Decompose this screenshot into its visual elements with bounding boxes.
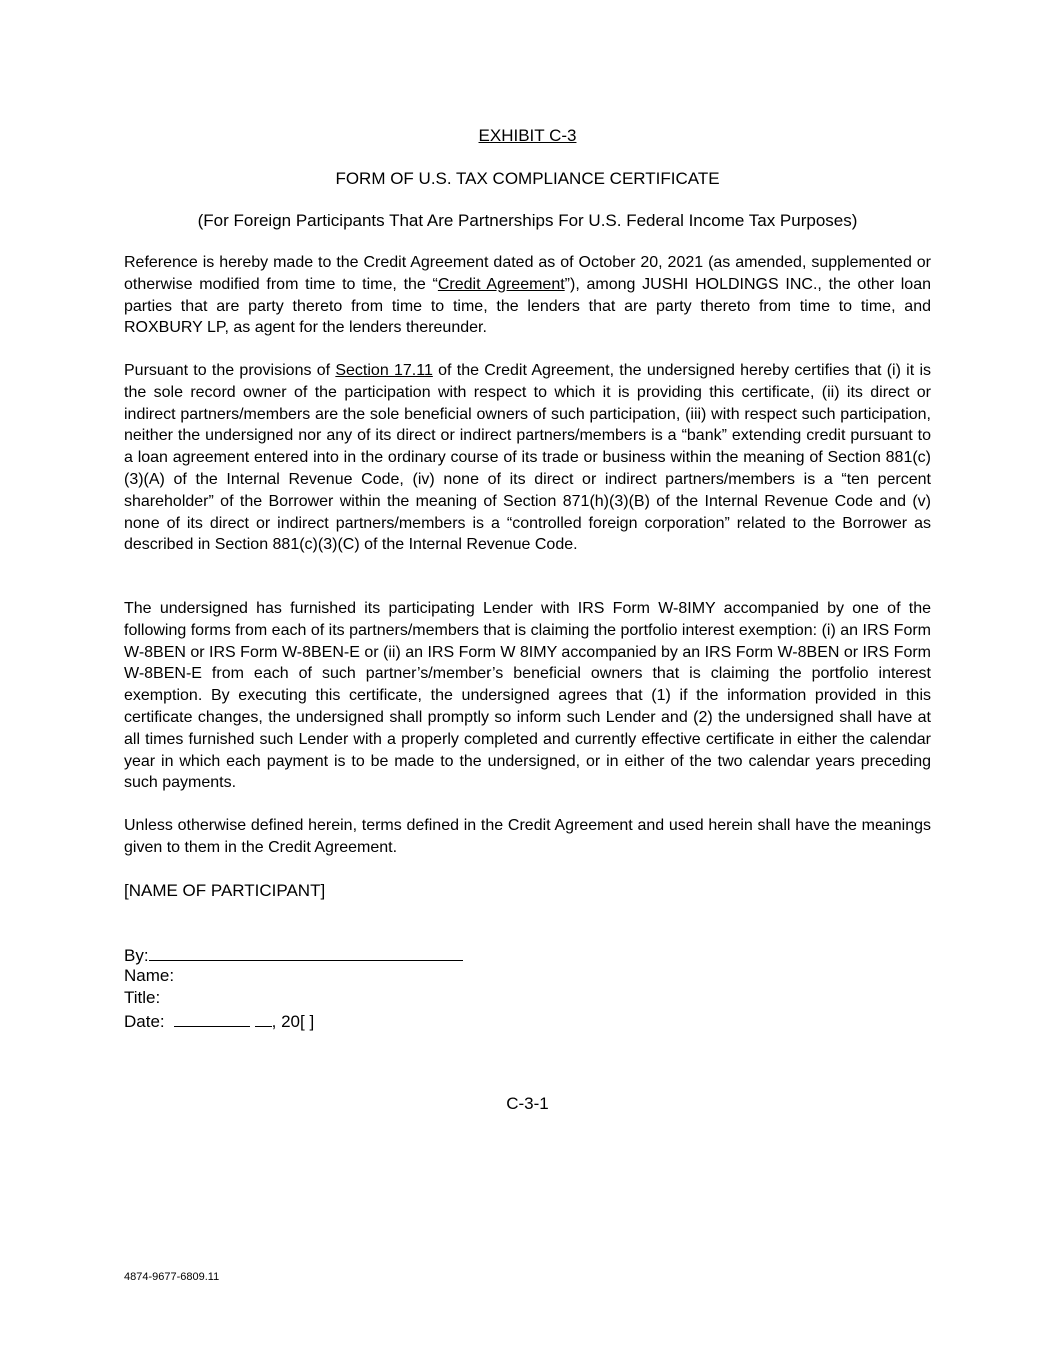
date-year: , 20[ ] bbox=[271, 1012, 315, 1031]
forms-paragraph: The undersigned has furnished its participating Lender with IRS Form W-8IMY accompanied by one of the following forms from each of its partners/members that is claiming the portfolio interest exemption: (i) an IRS Form W-8BEN or IRS Form W-8BEN-E or (ii) an IRS Form W 8IMY accompanied by an IRS Form W-8BEN or IRS Form W-8BEN-E from each of such partner’s/member’s beneficial owners that is claiming the portfolio interest exemption. By executing this certificate, the undersigned agrees that (1) if the information provided in this certificate changes, the undersigned shall promptly so inform such Lender and (2) the undersigned shall have at all times furnished such Lender with a properly completed and currently effective certificate in either the calendar year in which each payment is to be made to the undersigned, or in either of the two calendar years preceding such payments. bbox=[124, 600, 931, 792]
signature-by-line bbox=[124, 943, 463, 967]
reference-paragraph bbox=[124, 252, 931, 339]
certification-paragraph bbox=[124, 360, 931, 556]
definitions-paragraph: Unless otherwise defined herein, terms defined in the Credit Agreement and used herein shall have the meanings given to them in the Credit Agreement. bbox=[124, 817, 931, 856]
document-id: 4874-9677-6809.11 bbox=[124, 1271, 220, 1283]
signature-blank bbox=[149, 943, 463, 961]
form-subtitle: (For Foreign Participants That Are Partnerships For U.S. Federal Income Tax Purposes) bbox=[197, 211, 858, 230]
title-label: Title: bbox=[124, 988, 161, 1007]
participant-name-placeholder: [NAME OF PARTICIPANT] bbox=[124, 881, 326, 900]
credit-agreement-term: Credit Agreement bbox=[437, 275, 565, 293]
section-reference: Section 17.11 bbox=[335, 362, 433, 379]
date-day-blank bbox=[255, 1009, 272, 1027]
by-label: By: bbox=[124, 946, 149, 965]
date-label: Date: bbox=[124, 1012, 165, 1031]
form-title: FORM OF U.S. TAX COMPLIANCE CERTIFICATE bbox=[335, 169, 720, 188]
page-number: C-3-1 bbox=[506, 1094, 549, 1113]
reference-text-before: Reference is hereby made to the Credit Agreement dated as of October 20, 2021 (as amended, supplemented or otherwise modified from time to time, the “ bbox=[124, 254, 931, 293]
date-line bbox=[124, 1009, 314, 1033]
certification-text-after: of the Credit Agreement, the undersigned hereby certifies that (i) it is the sole record owner of the participation with respect to which it is providing this certificate, (ii) its direct or indirect partners/members are the sole beneficial owners of such participation, (iii) with respect such participation, neither the undersigned nor any of its direct or indirect partners/members is a “bank” extending credit pursuant to a loan agreement entered into in the ordinary course of its trade or business within the meaning of Section 881(c)(3)(A) of the Internal Revenue Code, (iv) none of its direct or indirect partners/members is a “ten percent shareholder” of the Borrower within the meaning of Section 871(h)(3)(B) of the Internal Revenue Code and (v) none of its direct or indirect partners/members is a “controlled foreign corporation” related to the Borrower as described in Section 881(c)(3)(C) of the Internal Revenue Code. bbox=[124, 362, 932, 554]
certification-text-before: Pursuant to the provisions of bbox=[124, 362, 336, 379]
name-label: Name: bbox=[124, 966, 175, 985]
reference-text-after: ”), among JUSHI HOLDINGS INC., the other loan parties that are party thereto from time to time, the lenders that are party thereto from time to time, and ROXBURY LP, as agent for the lenders thereunder. bbox=[124, 275, 931, 337]
exhibit-label: EXHIBIT C-3 bbox=[478, 126, 577, 145]
exhibit-heading bbox=[0, 125, 1055, 147]
date-month-blank bbox=[174, 1009, 250, 1027]
